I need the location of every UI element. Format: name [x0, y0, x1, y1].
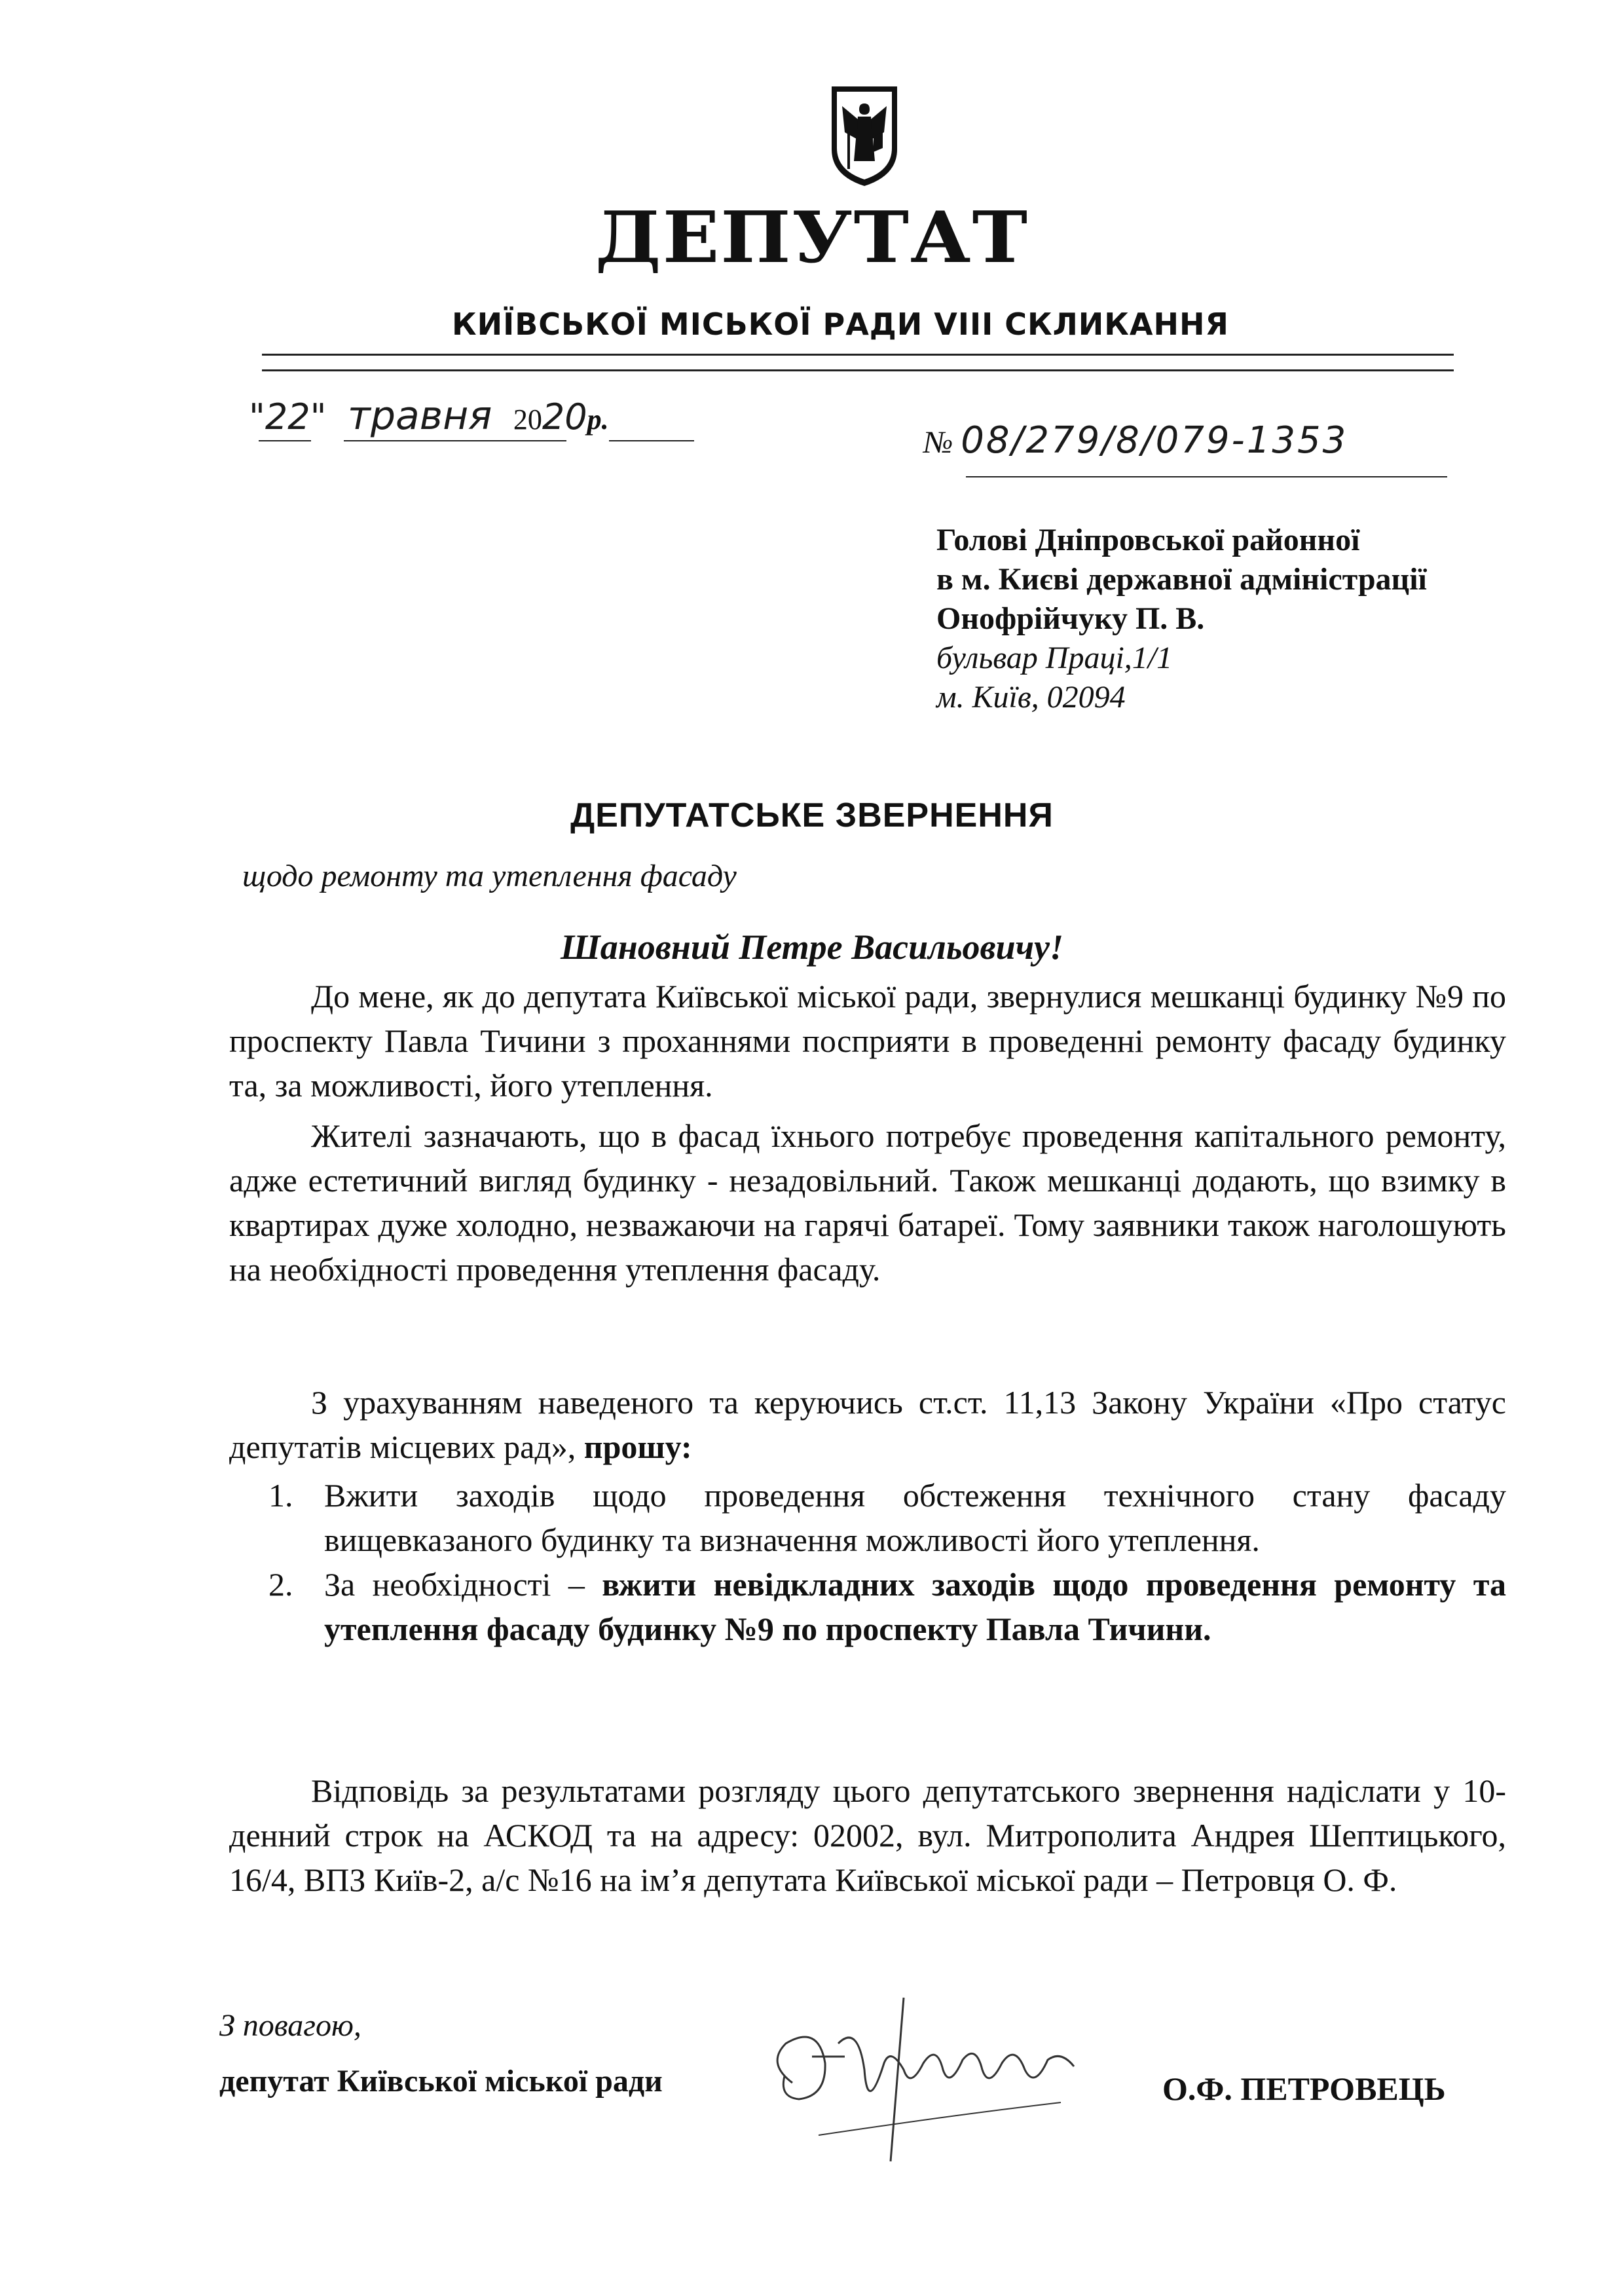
- addressee-line-1: Голові Дніпровської районної: [936, 523, 1360, 557]
- letterhead-title: ДЕПУТАТ: [595, 196, 1029, 279]
- addressee-line-2: в м. Києві державної адміністрації: [936, 562, 1427, 597]
- registration-underline: [966, 476, 1447, 477]
- date-year-underline: [609, 440, 694, 441]
- list-item: 2. За необхідності – вжити невідкладних заходів щодо проведення ремонту та утеплення фасаду будинку №9 по проспекту Павла Тичини.: [268, 1566, 1506, 1647]
- request-keyword: прошу:: [583, 1428, 692, 1465]
- addressee-street: бульвар Праці,1/1: [936, 641, 1173, 675]
- date-day: 22: [265, 396, 310, 438]
- letter-date: "22" травня 2020р.: [249, 393, 609, 439]
- list-item: 1. Вжити заходів щодо проведення обстеження технічного стану фасаду вищевказаного будинку та визначення можливості його утеплення.: [268, 1477, 1506, 1558]
- body-paragraph-3: З урахуванням наведеного та керуючись ст.ст. 11,13 Закону України «Про статус депутатів місцевих рад», прошу:: [229, 1384, 1506, 1465]
- closing-regards: З повагою,: [219, 2008, 361, 2043]
- date-day-underline: [259, 440, 311, 441]
- document-title: ДЕПУТАТСЬКЕ ЗВЕРНЕННЯ: [570, 796, 1054, 834]
- document-subject: щодо ремонту та утеплення фасаду: [242, 859, 737, 893]
- body-paragraph-2: Жителі зазначають, що в фасад їхнього потребує проведення капітального ремонту, адже естетичний вигляд будинку - незадовільний. Також мешканці додають, що взимку в квартирах дуже холодно, незважаючи на гарячі батареї. Тому заявники також наголошують на необхідності проведення утеплення фасаду.: [229, 1117, 1506, 1288]
- kyiv-archangel-emblem-icon: [828, 84, 901, 189]
- date-month: травня: [347, 393, 492, 439]
- header-rule-top: [262, 354, 1454, 356]
- signer-name: О.Ф. ПЕТРОВЕЦЬ: [1162, 2070, 1446, 2107]
- signer-position: депутат Київської міської ради: [219, 2064, 663, 2099]
- addressee-city: м. Київ, 02094: [936, 680, 1126, 715]
- greeting: Шановний Петре Васильовичу!: [560, 927, 1064, 967]
- date-year: 20: [542, 396, 587, 438]
- registration-number-value: 08/279/8/079-1353: [961, 419, 1348, 462]
- addressee-name: Онофрійчуку П. В.: [936, 601, 1205, 636]
- body-paragraph-1: До мене, як до депутата Київської міської ради, звернулися мешканці будинку №9 по проспекту Павла Тичини з проханнями посприяти в проведенні ремонту фасаду будинку та, за можливості, його утеплення.: [229, 978, 1506, 1104]
- letterhead-subtitle: КИЇВСЬКОЇ МІСЬКОЇ РАДИ VIII СКЛИКАННЯ: [452, 307, 1229, 342]
- addressee-block: [936, 521, 1427, 717]
- header-rule-bottom: [262, 369, 1454, 371]
- request-list: [229, 1473, 1506, 1651]
- body-paragraph-4: Відповідь за результатами розгляду цього депутатського звернення надіслати у 10-денний строк на АСКОД та на адресу: 02002, вул. Митрополита Андрея Шептицького, 16/4, ВПЗ Київ-2, а/с №16 на ім’я депутата Київської міської ради – Петровця О. Ф.: [229, 1772, 1506, 1898]
- registration-number: № 08/279/8/079-1353: [923, 419, 1348, 462]
- handwritten-signature: [753, 1985, 1159, 2181]
- date-month-underline: [344, 440, 566, 441]
